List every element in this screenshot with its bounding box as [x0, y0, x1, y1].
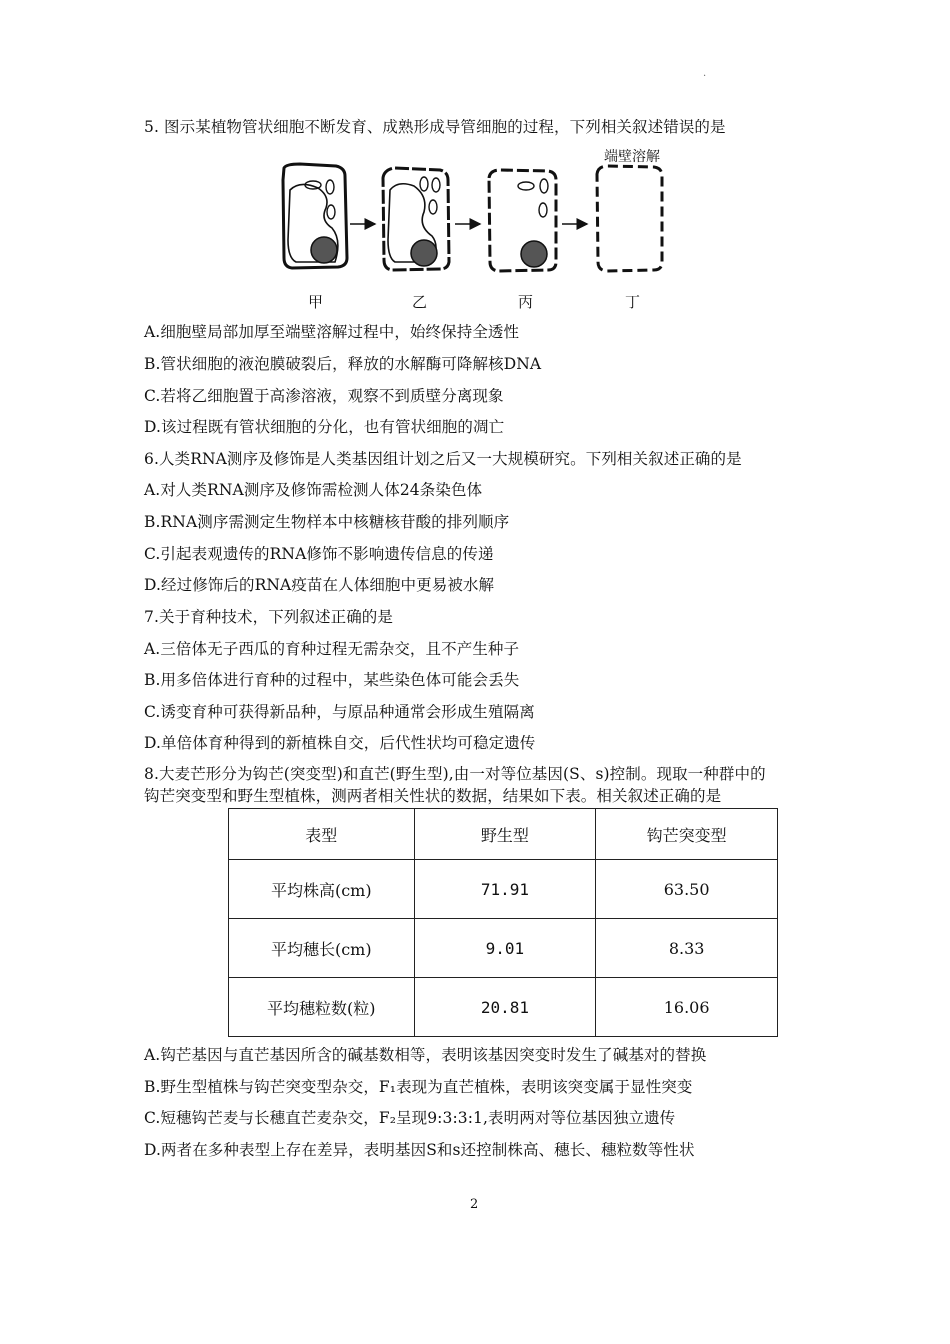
cell-jia [283, 164, 347, 268]
table-row [229, 860, 778, 919]
phenotype-table [228, 808, 778, 1037]
q8-stem-line2: 钩芒突变型和野生型植株，测两者相关性状的数据，结果如下表。相关叙述正确的是 [144, 787, 722, 805]
chloroplast-icon [540, 179, 548, 193]
table-cell: 9.01 [414, 919, 596, 978]
cell-bing [489, 170, 556, 271]
figure-label-jia: 甲 [308, 293, 324, 311]
q6-stem: 6.人类RNA测序及修饰是人类基因组计划之后又一大规模研究。下列相关叙述正确的是 [144, 450, 742, 468]
figure-label-bing: 丙 [518, 293, 534, 311]
q7-option-a: A.三倍体无子西瓜的育种过程无需杂交，且不产生种子 [144, 640, 520, 658]
cell-ding [597, 166, 662, 271]
q8-option-d: D.两者在多种表型上存在差异，表明基因S和s还控制株高、穗长、穗粒数等性状 [144, 1141, 695, 1159]
table-row [229, 919, 778, 978]
page-marker: . [703, 68, 707, 79]
organelle-icon [429, 200, 437, 214]
q6-option-a: A.对人类RNA测序及修饰需检测人体24条染色体 [144, 481, 483, 499]
table-cell: 71.91 [414, 860, 596, 919]
table-cell: 20.81 [414, 978, 596, 1037]
chloroplast-icon [420, 177, 428, 191]
cell-yi [383, 168, 449, 270]
table-header-cell: 表型 [229, 809, 415, 860]
nucleus-icon [521, 241, 547, 267]
mitochondrion-icon [518, 182, 534, 190]
q7-stem: 7.关于育种技术，下列叙述正确的是 [144, 608, 393, 626]
q5-stem: 5. 图示某植物管状细胞不断发育、成熟形成导管细胞的过程，下列相关叙述错误的是 [144, 118, 726, 136]
chloroplast-icon [326, 180, 334, 194]
chloroplast-icon [432, 178, 440, 192]
q7-option-d: D.单倍体育种得到的新植株自交，后代性状均可稳定遗传 [144, 734, 536, 752]
q5-option-a: A.细胞壁局部加厚至端壁溶解过程中，始终保持全透性 [144, 323, 520, 341]
table-header-cell: 钩芒突变型 [596, 809, 778, 860]
cell-development-figure [0, 0, 950, 320]
figure-annotation: 端壁溶解 [604, 149, 660, 165]
table-cell: 16.06 [596, 978, 778, 1037]
table-cell: 63.50 [596, 860, 778, 919]
q8-option-c: C.短穗钩芒麦与长穗直芒麦杂交，F₂呈现9:3:3:1,表明两对等位基因独立遗传 [144, 1109, 676, 1127]
q6-option-b: B.RNA测序需测定生物样本中核糖核苷酸的排列顺序 [144, 513, 510, 531]
nucleus-icon [411, 240, 437, 266]
nucleus-icon [311, 237, 337, 263]
figure-label-yi: 乙 [412, 293, 428, 311]
q8-stem-line1: 8.大麦芒形分为钩芒(突变型)和直芒(野生型),由一对等位基因(S、s)控制。现取一种群中的 [144, 765, 766, 783]
table-row [229, 978, 778, 1037]
table-cell: 平均穗粒数(粒) [229, 978, 415, 1037]
q6-option-d: D.经过修饰后的RNA疫苗在人体细胞中更易被水解 [144, 576, 495, 594]
page-number: 2 [470, 1197, 479, 1212]
organelle-icon [327, 205, 335, 219]
organelle-icon [539, 203, 547, 217]
q7-option-c: C.诱变育种可获得新品种，与原品种通常会形成生殖隔离 [144, 703, 535, 721]
figure-label-ding: 丁 [625, 293, 641, 311]
q5-option-c: C.若将乙细胞置于高渗溶液，观察不到质壁分离现象 [144, 387, 504, 405]
q7-option-b: B.用多倍体进行育种的过程中，某些染色体可能会丢失 [144, 671, 520, 689]
table-header-row [229, 809, 778, 860]
q5-option-b: B.管状细胞的液泡膜破裂后，释放的水解酶可降解核DNA [144, 355, 542, 373]
table-cell: 8.33 [596, 919, 778, 978]
table-cell: 平均株高(cm) [229, 860, 415, 919]
q6-option-c: C.引起表观遗传的RNA修饰不影响遗传信息的传递 [144, 545, 494, 563]
q8-option-a: A.钩芒基因与直芒基因所含的碱基数相等，表明该基因突变时发生了碱基对的替换 [144, 1046, 707, 1064]
table-cell: 平均穗长(cm) [229, 919, 415, 978]
table-header-cell: 野生型 [414, 809, 596, 860]
q8-option-b: B.野生型植株与钩芒突变型杂交，F₁表现为直芒植株，表明该突变属于显性突变 [144, 1078, 693, 1096]
q5-option-d: D.该过程既有管状细胞的分化，也有管状细胞的凋亡 [144, 418, 505, 436]
